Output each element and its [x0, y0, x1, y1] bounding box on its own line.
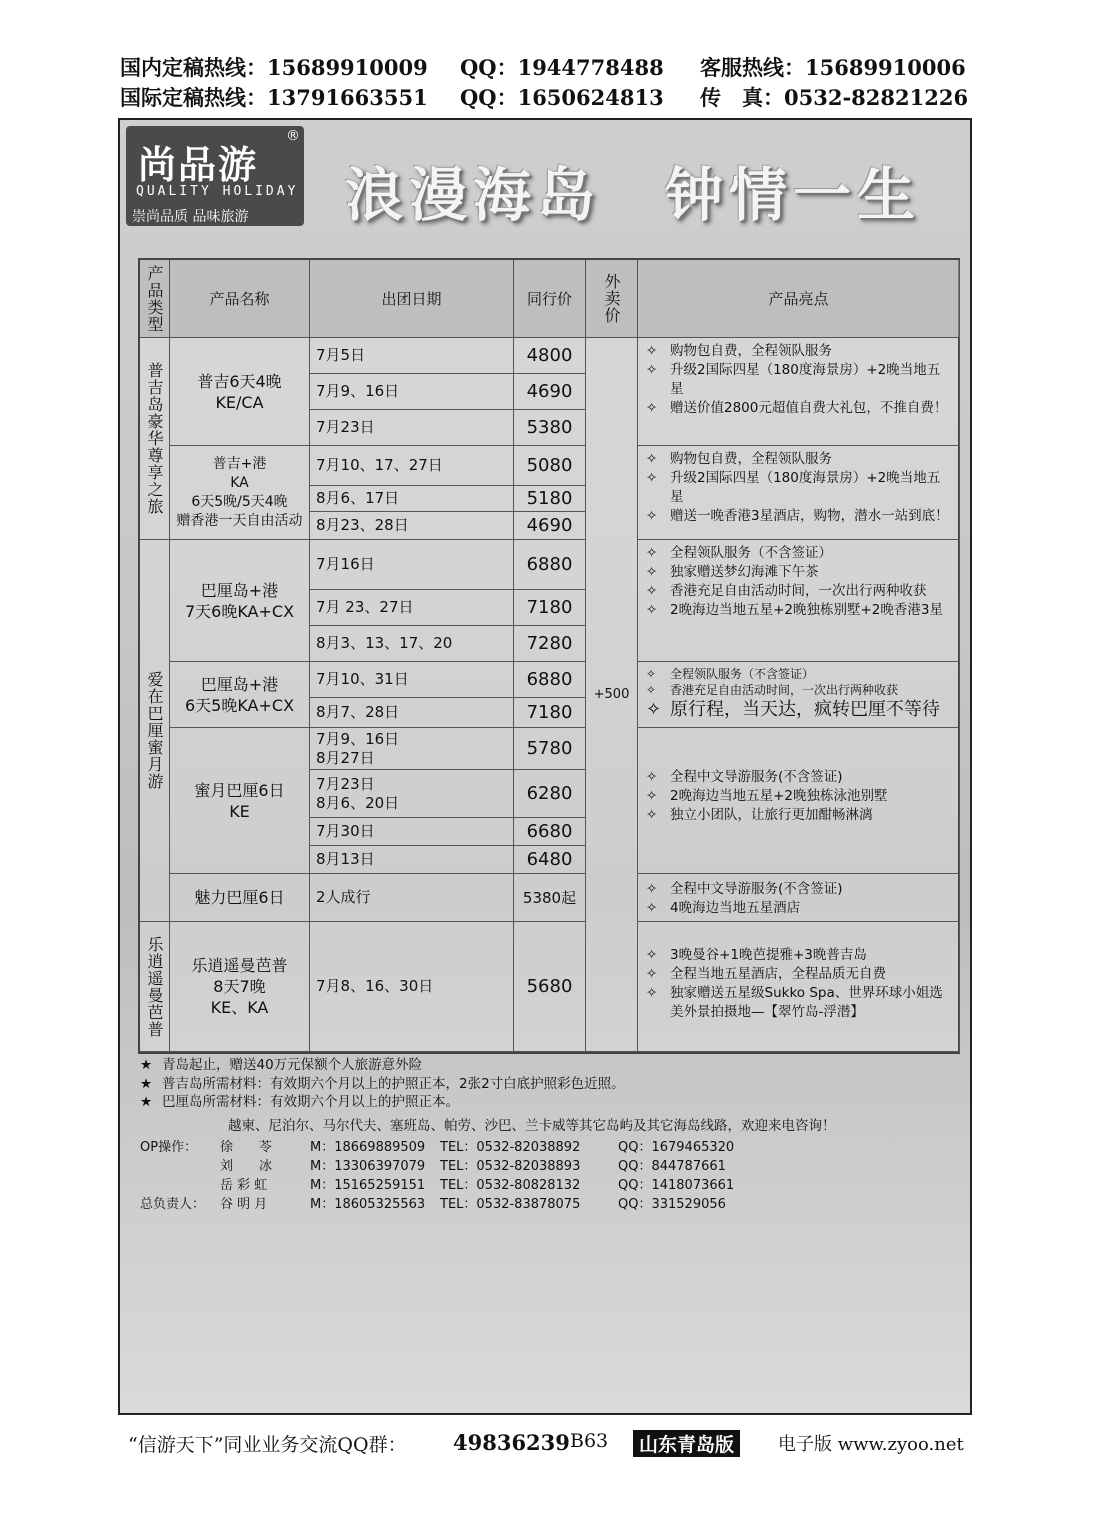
departure-date: 2人成行 [310, 874, 514, 922]
highlight-item: ✧ 赠送一晚香港3星酒店，购物，潜水一站到底！ [646, 508, 949, 524]
peer-price: 4690 [514, 512, 586, 540]
highlight-item: ✧ 全程中文导游服务(不含签证) [646, 881, 843, 897]
peer-price: 5080 [514, 446, 586, 486]
highlight-item: ✧ 3晚曼谷+1晚芭提雅+3晚普吉岛 [646, 947, 867, 963]
more-routes: 越柬、尼泊尔、马尔代夫、塞班岛、帕劳、沙巴、兰卡威等其它岛屿及其它海岛线路，欢迎来电咨询！ [228, 1117, 836, 1134]
highlight-item: ✧ 赠送价值2800元超值自费大礼包，不推自费！ [646, 400, 948, 416]
contact-mobile: M：15165259151 [310, 1177, 426, 1193]
star-icon: ★ [140, 1057, 153, 1073]
product-highlights [638, 874, 960, 922]
highlight-item: ✧ 独家赠送梦幻海滩下午茶 [646, 564, 819, 580]
domestic-hotline: 国内定稿热线：15689910009 [120, 55, 428, 80]
contact-tel: TEL：0532-80828132 [440, 1177, 581, 1193]
highlight-item: ✧ 购物包自费，全程领队服务 [646, 343, 832, 359]
peer-price: 7280 [514, 626, 586, 662]
diamond-bullet-icon: ✧ [646, 699, 662, 720]
star-icon: ★ [140, 1075, 153, 1092]
contact-role: 总负责人： [140, 1196, 206, 1212]
highlight-item: ✧ 独立小团队，让旅行更加酣畅淋漓 [646, 807, 873, 823]
contact-qq: QQ：1679465320 [618, 1139, 735, 1155]
contact-name: 徐 苓 [220, 1139, 273, 1155]
retail-markup: +500 [586, 338, 638, 1052]
peer-price: 6680 [514, 818, 586, 846]
intl-qq: QQ：1650624813 [460, 85, 664, 110]
diamond-bullet-icon: ✧ [646, 400, 658, 416]
diamond-bullet-icon: ✧ [646, 985, 658, 1001]
diamond-bullet-icon: ✧ [646, 602, 658, 618]
departure-date: 7月10、31日 [310, 662, 514, 698]
highlight-item: ✧ 4晚海边当地五星酒店 [646, 900, 801, 916]
departure-date: 7月8、16、30日 [310, 922, 514, 1052]
contact-mobile: M：13306397079 [310, 1158, 426, 1174]
contact-mobile: M：18669889509 [310, 1139, 426, 1155]
departure-date: 7月30日 [310, 818, 514, 846]
product-highlights [638, 922, 960, 1052]
product-name: 蜜月巴厘6日 KE [170, 728, 310, 874]
website: 电子版 www.zyoo.net [778, 1434, 964, 1455]
contact-qq: QQ：844787661 [618, 1158, 726, 1174]
product-highlights [638, 728, 960, 874]
product-type: 普吉岛豪华尊享之旅 [140, 338, 170, 540]
product-name: 普吉+港 KA 6天5晚/5天4晚 赠香港一天自由活动 [170, 446, 310, 540]
departure-date: 8月13日 [310, 846, 514, 874]
header-date: 出团日期 [310, 260, 514, 338]
highlight-item: ✧ 升级2国际四星（180度海景房）+2晚当地五星 [646, 470, 941, 505]
peer-price: 6880 [514, 662, 586, 698]
intl-hotline: 国际定稿热线：13791663551 [120, 85, 428, 110]
slogan: 浪漫海岛 钟情一生 [345, 161, 922, 229]
header-type: 产品类型 [140, 260, 170, 338]
contact-name: 刘 冰 [220, 1158, 273, 1174]
departure-date: 7月 23、27日 [310, 590, 514, 626]
diamond-bullet-icon: ✧ [646, 683, 657, 697]
diamond-bullet-icon: ✧ [646, 881, 658, 897]
diamond-bullet-icon: ✧ [646, 947, 658, 963]
highlight-item: ✧ 全程领队服务（不含签证） [646, 667, 815, 681]
highlight-item: ✧ 全程领队服务（不含签证） [646, 545, 832, 561]
departure-date: 8月7、28日 [310, 698, 514, 728]
departure-date: 8月6、17日 [310, 486, 514, 512]
diamond-bullet-icon: ✧ [646, 343, 658, 359]
contact-tel: TEL：0532-82038893 [440, 1158, 581, 1174]
peer-price: 5380起 [514, 874, 586, 922]
diamond-bullet-icon: ✧ [646, 545, 658, 561]
highlight-item: ✧ 全程当地五星酒店，全程品质无自费 [646, 966, 886, 982]
highlight-item: ✧ 原行程，当天达，疯转巴厘不等待 [646, 699, 940, 720]
service-hotline: 客服热线：15689910006 [700, 55, 966, 80]
footer-qq-group: 49836239 [453, 1430, 570, 1455]
diamond-bullet-icon: ✧ [646, 470, 658, 486]
diamond-bullet-icon: ✧ [646, 583, 658, 599]
departure-date: 7月10、17、27日 [310, 446, 514, 486]
domestic-qq: QQ：1944778488 [460, 55, 664, 80]
contact-mobile: M：18605325563 [310, 1196, 426, 1212]
contact-role: OP操作： [140, 1139, 198, 1155]
peer-price: 5380 [514, 410, 586, 446]
contact-tel: TEL：0532-83878075 [440, 1196, 581, 1212]
peer-price: 7180 [514, 698, 586, 728]
product-highlights [638, 338, 960, 446]
contact-qq: QQ：331529056 [618, 1196, 726, 1212]
diamond-bullet-icon: ✧ [646, 807, 658, 823]
star-icon: ★ [140, 1094, 153, 1110]
note-item: ★ 巴厘岛所需材料：有效期六个月以上的护照正本。 [140, 1094, 459, 1110]
fax: 传 真：0532-82821226 [700, 85, 969, 110]
highlight-item: ✧ 香港充足自由活动时间，一次出行两种收获 [646, 683, 899, 697]
diamond-bullet-icon: ✧ [646, 508, 658, 524]
highlight-item: ✧ 2晚海边当地五星+2晚独栋别墅+2晚香港3星 [646, 602, 943, 618]
logo-english: QUALITY HOLIDAY [136, 184, 299, 199]
logo-name: 尚品游 [138, 143, 259, 187]
departure-date: 7月23日 8月6、20日 [310, 770, 514, 818]
logo-tagline: 崇尚品质 品味旅游 [132, 209, 249, 225]
peer-price: 4800 [514, 338, 586, 374]
header-price: 同行价 [514, 260, 586, 338]
peer-price: 6880 [514, 540, 586, 590]
product-type: 爱在巴厘蜜月游 [140, 540, 170, 922]
diamond-bullet-icon: ✧ [646, 362, 658, 378]
note-item: ★ 普吉岛所需材料：有效期六个月以上的护照正本，2张2寸白底护照彩色近照。 [140, 1075, 625, 1092]
diamond-bullet-icon: ✧ [646, 788, 658, 804]
footer [128, 1430, 978, 1460]
diamond-bullet-icon: ✧ [646, 900, 658, 916]
product-name: 魅力巴厘6日 [170, 874, 310, 922]
notes [140, 1056, 960, 1112]
peer-price: 5680 [514, 922, 586, 1052]
diamond-bullet-icon: ✧ [646, 966, 658, 982]
product-highlights [638, 540, 960, 662]
header-name: 产品名称 [170, 260, 310, 338]
ad-frame [118, 118, 972, 1415]
diamond-bullet-icon: ✧ [646, 667, 657, 681]
product-type: 乐逍遥曼芭普 [140, 922, 170, 1052]
contact-qq: QQ：1418073661 [618, 1177, 735, 1193]
departure-date: 8月3、13、17、20 [310, 626, 514, 662]
product-name: 普吉6天4晚 KE/CA [170, 338, 310, 446]
diamond-bullet-icon: ✧ [646, 769, 658, 785]
contact-name: 岳 彩 虹 [220, 1177, 268, 1193]
departure-date: 7月9、16日 8月27日 [310, 728, 514, 770]
departure-date: 7月9、16日 [310, 374, 514, 410]
highlight-item: ✧ 香港充足自由活动时间，一次出行两种收获 [646, 583, 927, 599]
diamond-bullet-icon: ✧ [646, 451, 658, 467]
highlight-item: ✧ 2晚海边当地五星+2晚独栋泳池别墅 [646, 788, 888, 804]
page-number: B63 [570, 1430, 609, 1452]
peer-price: 6480 [514, 846, 586, 874]
departure-date: 7月16日 [310, 540, 514, 590]
note-item: ★ 青岛起止，赠送40万元保额个人旅游意外险 [140, 1057, 423, 1073]
peer-price: 5180 [514, 486, 586, 512]
highlight-item: ✧ 升级2国际四星（180度海景房）+2晚当地五星 [646, 362, 941, 397]
edition-badge: 山东青岛版 [633, 1430, 740, 1457]
product-table [138, 258, 960, 1054]
highlight-item: ✧ 独家赠送五星级Sukko Spa、世界环球小姐选美外景拍摄地—【翠竹岛-浮潜】 [646, 985, 943, 1020]
highlight-item: ✧ 购物包自费，全程领队服务 [646, 451, 832, 467]
product-name: 乐逍遥曼芭普 8天7晚 KE、KA [170, 922, 310, 1052]
footer-group: “信游天下”同业业务交流QQ群： [128, 1434, 407, 1456]
peer-price: 4690 [514, 374, 586, 410]
header-retail: 外卖价 [586, 260, 638, 338]
contact-tel: TEL：0532-82038892 [440, 1139, 581, 1155]
product-highlights [638, 662, 960, 728]
header-highlights: 产品亮点 [638, 260, 960, 338]
departure-date: 7月23日 [310, 410, 514, 446]
contact-name: 谷 明 月 [220, 1196, 268, 1212]
peer-price: 7180 [514, 590, 586, 626]
diamond-bullet-icon: ✧ [646, 564, 658, 580]
highlight-item: ✧ 全程中文导游服务(不含签证) [646, 769, 843, 785]
product-name: 巴厘岛+港 6天5晚KA+CX [170, 662, 310, 728]
registered-mark: ® [286, 128, 300, 144]
product-highlights [638, 446, 960, 540]
peer-price: 6280 [514, 770, 586, 818]
brand-logo [126, 126, 304, 226]
departure-date: 8月23、28日 [310, 512, 514, 540]
departure-date: 7月5日 [310, 338, 514, 374]
peer-price: 5780 [514, 728, 586, 770]
product-name: 巴厘岛+港 7天6晚KA+CX [170, 540, 310, 662]
